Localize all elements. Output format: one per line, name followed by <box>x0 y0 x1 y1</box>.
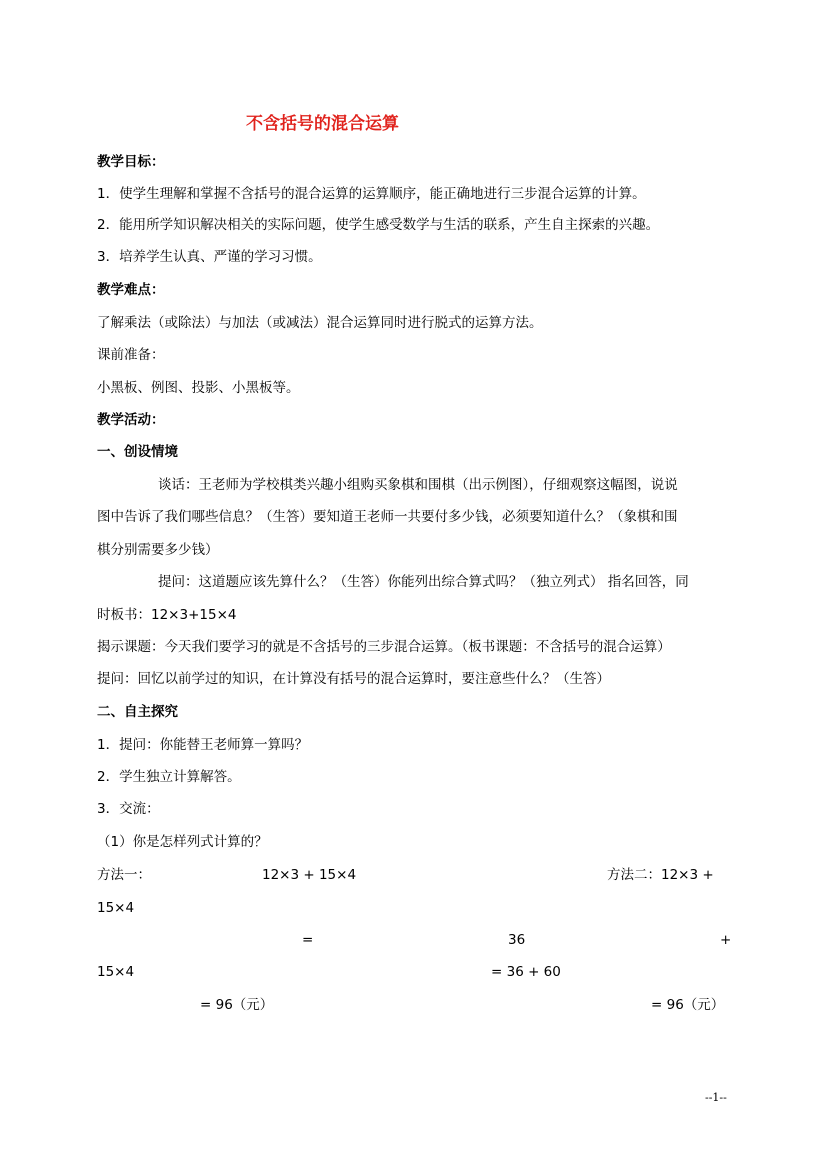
paragraph-1-line-1: 谈话：王老师为学校棋类兴趣小组购买象棋和围棋（出示例图），仔细观察这幅图，说说 <box>158 477 678 493</box>
result-method-2: = 96（元） <box>651 997 725 1013</box>
paragraph-1-line-3: 棋分别需要多少钱） <box>97 542 219 558</box>
activity-heading: 教学活动： <box>97 412 165 428</box>
step-3: 3．交流： <box>97 801 160 817</box>
value-36: 36 <box>508 932 526 948</box>
expression-continuation-1: 15×4 <box>97 900 135 916</box>
method-1-expression: 12×3 + 15×4 <box>262 867 357 883</box>
paragraph-2-line-2: 时板书：12×3+15×4 <box>97 607 237 623</box>
step-1: 1．提问：你能替王老师算一算吗？ <box>97 737 309 753</box>
prep-text: 小黑板、例图、投影、小黑板等。 <box>97 380 300 396</box>
difficulty-heading: 教学难点： <box>97 282 165 298</box>
goal-1: 1．使学生理解和掌握不含括号的混合运算的运算顺序，能正确地进行三步混合运算的计算。 <box>97 186 646 202</box>
equals-sign: = <box>302 932 314 948</box>
method-2-label: 方法二：12×3 + <box>607 867 714 883</box>
question-1: （1）你是怎样列式计算的？ <box>97 834 268 850</box>
method-1-label: 方法一： <box>97 867 151 883</box>
goals-heading: 教学目标： <box>97 154 165 170</box>
paragraph-1-line-2: 图中告诉了我们哪些信息？（生答）要知道王老师一共要付多少钱，必须要知道什么？（象棋和围 <box>97 509 678 525</box>
page-number: --1-- <box>705 1091 727 1104</box>
section-1-heading: 一、创设情境 <box>97 444 178 460</box>
prep-heading: 课前准备： <box>97 347 165 363</box>
step-2: 2．学生独立计算解答。 <box>97 769 241 785</box>
expression-continuation-2: 15×4 <box>97 964 135 980</box>
difficulty-text: 了解乘法（或除法）与加法（或减法）混合运算同时进行脱式的运算方法。 <box>97 315 543 331</box>
paragraph-4: 提问：回忆以前学过的知识，在计算没有括号的混合运算时，要注意些什么？（生答） <box>97 671 610 687</box>
intermediate-step: = 36 + 60 <box>491 964 561 980</box>
plus-sign: + <box>720 932 732 948</box>
page-title: 不含括号的混合运算 <box>246 114 399 134</box>
goal-3: 3．培养学生认真、严谨的学习习惯。 <box>97 249 322 265</box>
section-2-heading: 二、自主探究 <box>97 704 178 720</box>
result-method-1: = 96（元） <box>200 997 274 1013</box>
paragraph-3: 揭示课题：今天我们要学习的就是不含括号的三步混合运算。（板书课题：不含括号的混合运算） <box>97 639 671 655</box>
goal-2: 2．能用所学知识解决相关的实际问题，使学生感受数学与生活的联系，产生自主探索的兴趣。 <box>97 217 660 233</box>
paragraph-2-line-1: 提问：这道题应该先算什么？（生答）你能列出综合算式吗？（独立列式） 指名回答，同 <box>158 574 689 590</box>
